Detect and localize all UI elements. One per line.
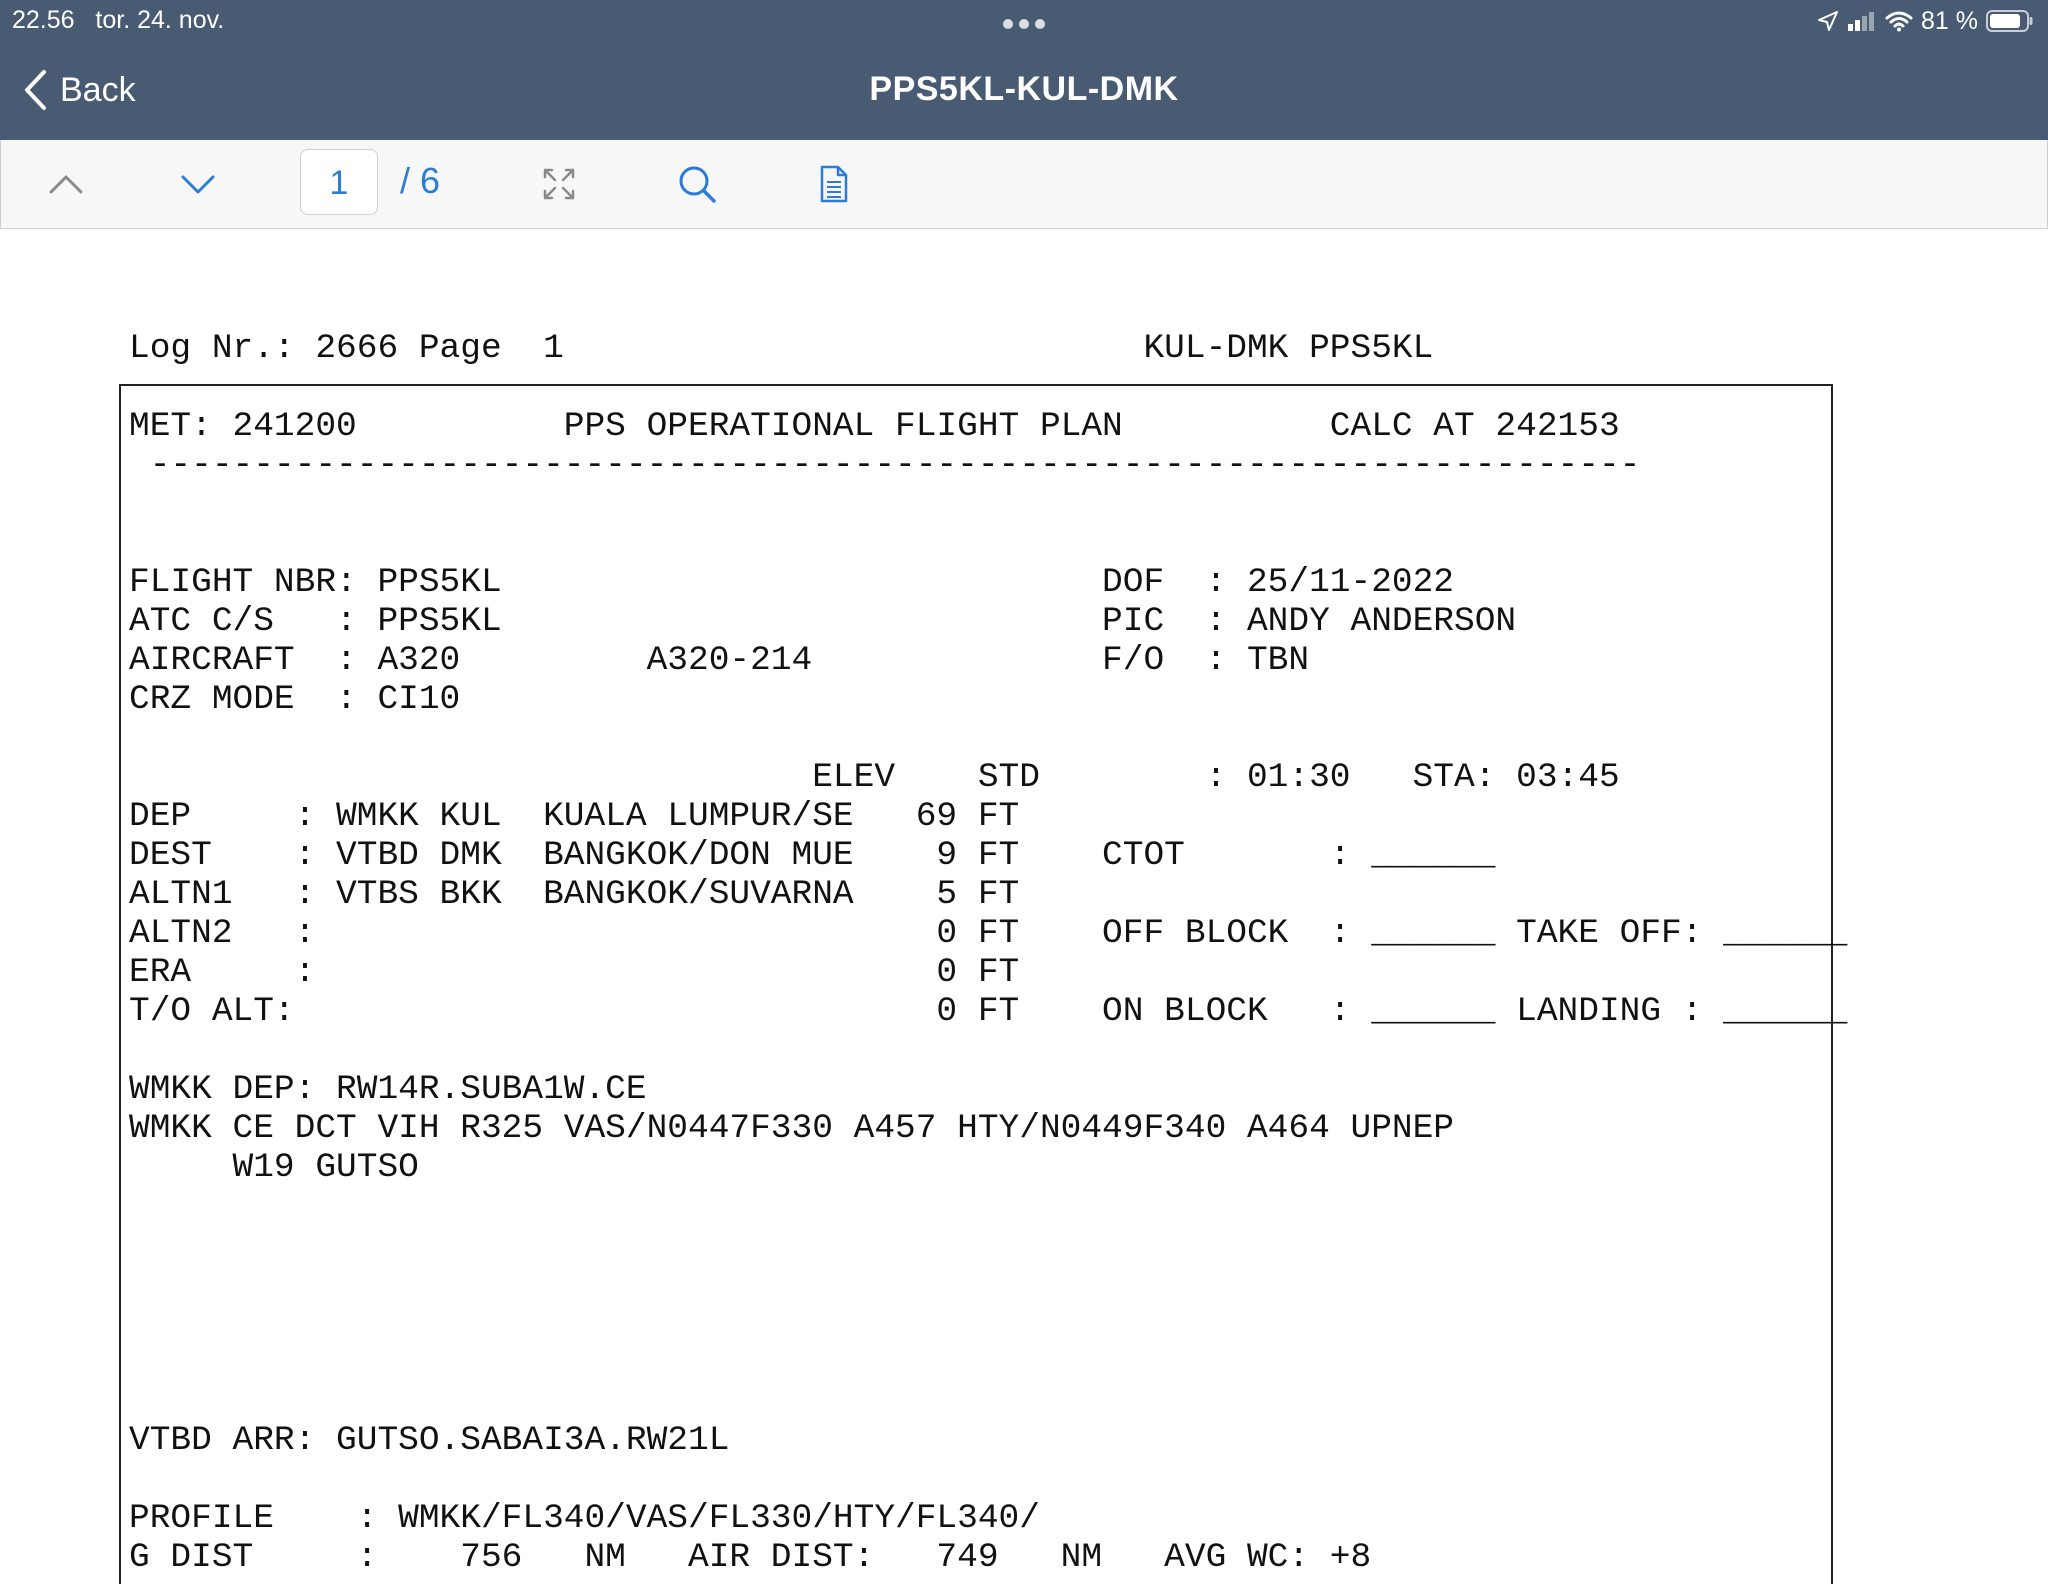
fit-to-screen-button[interactable]	[538, 159, 580, 209]
flight-plan-line: ALTN2 : 0 FT OFF BLOCK : ______ TAKE OFF: ______	[129, 914, 1848, 953]
flight-plan-line	[129, 1460, 1847, 1499]
flight-plan-line: ATC C/S : PPS5KL PIC : ANDY ANDERSON	[129, 602, 1517, 641]
cellular-signal-icon	[1847, 10, 1877, 32]
flight-plan-line: DEP : WMKK KUL KUALA LUMPUR/SE 69 FT	[129, 797, 1020, 836]
flight-plan-line: ERA : 0 FT	[129, 953, 1020, 992]
document-viewer[interactable]	[0, 229, 2048, 1577]
page-title: PPS5KL-KUL-DMK	[869, 70, 1179, 108]
status-bar-indicators	[1817, 6, 2034, 36]
flight-plan-line: CRZ MODE : CI10	[129, 680, 461, 719]
battery-percentage: 81 %	[1921, 6, 1978, 35]
flight-plan-line: W19 GUTSO	[129, 1148, 419, 1187]
flight-plan-line	[129, 1304, 1847, 1343]
search-icon	[677, 164, 717, 204]
status-date: tor. 24. nov.	[95, 6, 225, 34]
flight-plan-line	[129, 524, 1847, 563]
wifi-icon	[1885, 10, 1913, 32]
flight-plan-line	[129, 1265, 1847, 1304]
more-dots-icon[interactable]	[1000, 16, 1048, 32]
flight-plan-line	[129, 485, 1847, 524]
flight-plan-line	[129, 1187, 1847, 1226]
chevron-up-icon	[48, 173, 84, 195]
fit-to-screen-icon	[542, 167, 576, 201]
document-outline-button[interactable]	[814, 159, 854, 209]
flight-plan-line: PROFILE : WMKK/FL340/VAS/FL330/HTY/FL340/	[129, 1499, 1040, 1538]
flight-plan-line	[129, 1343, 1847, 1382]
next-page-button[interactable]	[173, 159, 223, 209]
flight-plan-line: DEST : VTBD DMK BANGKOK/DON MUE 9 FT CTOT : ______	[129, 836, 1496, 875]
status-time: 22.56	[12, 6, 75, 34]
flight-plan-line: ALTN1 : VTBS BKK BANGKOK/SUVARNA 5 FT	[129, 875, 1020, 914]
search-button[interactable]	[674, 159, 720, 209]
previous-page-button[interactable]	[41, 159, 91, 209]
flight-plan-line: ELEV STD : 01:30 STA: 03:45	[129, 758, 1620, 797]
flight-plan-text	[129, 407, 1847, 1577]
flight-plan-line: G DIST : 756 NM AIR DIST: 749 NM AVG WC: +8	[129, 1538, 1372, 1577]
page-number-input[interactable]: 1	[300, 149, 378, 215]
status-bar-time-date	[12, 6, 224, 35]
flight-plan-line: T/O ALT: 0 FT ON BLOCK : ______ LANDING : ______	[129, 992, 1848, 1031]
flight-plan-line: MET: 241200 PPS OPERATIONAL FLIGHT PLAN CALC AT 242153	[129, 407, 1620, 446]
flight-plan-line	[129, 1382, 1847, 1421]
flight-plan-line: ------------------------------------------------------------------------	[129, 446, 1641, 485]
log-header-line: Log Nr.: 2666 Page 1 KUL-DMK PPS5KL	[129, 329, 1434, 368]
flight-plan-line	[129, 1226, 1847, 1265]
back-button-label: Back	[60, 70, 136, 109]
document-icon	[819, 165, 849, 203]
flight-plan-line	[129, 719, 1847, 758]
chevron-down-icon	[180, 173, 216, 195]
page-total-label: / 6	[400, 160, 441, 201]
location-arrow-icon	[1817, 10, 1839, 32]
navigation-header	[0, 0, 2048, 140]
flight-plan-line: VTBD ARR: GUTSO.SABAI3A.RW21L	[129, 1421, 730, 1460]
flight-plan-line: AIRCRAFT : A320 A320-214 F/O : TBN	[129, 641, 1310, 680]
flight-plan-line: WMKK DEP: RW14R.SUBA1W.CE	[129, 1070, 647, 1109]
flight-plan-line: FLIGHT NBR: PPS5KL DOF : 25/11-2022	[129, 563, 1455, 602]
battery-icon	[1986, 9, 2034, 33]
flight-plan-line: WMKK CE DCT VIH R325 VAS/N0447F330 A457 HTY/N0449F340 A464 UPNEP	[129, 1109, 1455, 1148]
flight-plan-line	[129, 1031, 1847, 1070]
